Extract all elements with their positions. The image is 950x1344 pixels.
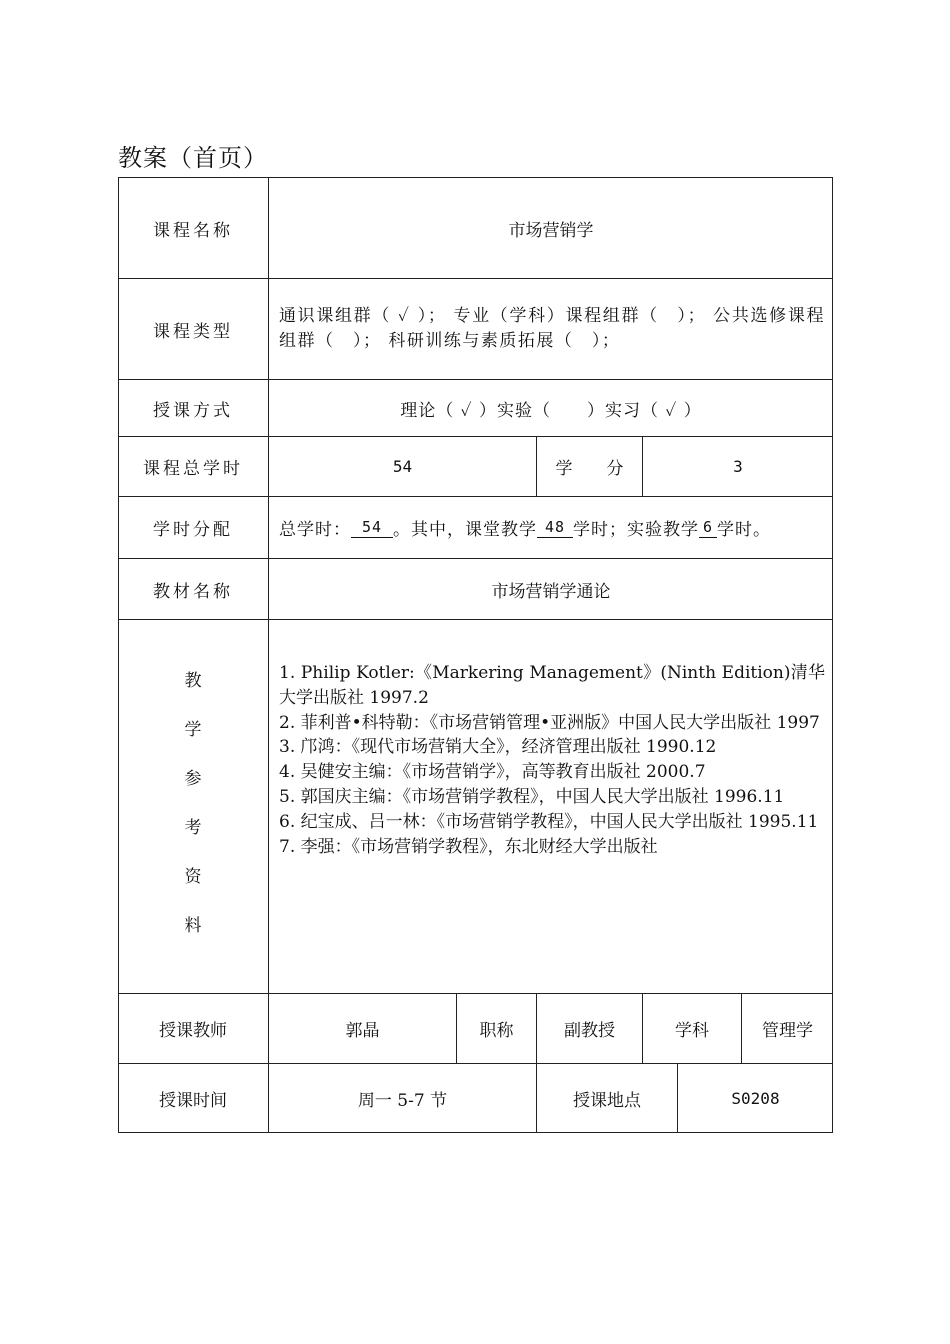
reference-item: 2. 菲利普•科特勒：《市场营销管理•亚洲版》中国人民大学出版社 1997 xyxy=(279,712,820,733)
credit-label: 学 分 xyxy=(555,459,624,479)
schedule-time: 周一 5-7 节 xyxy=(357,1091,448,1111)
hours-suffix: 学时。 xyxy=(717,520,771,540)
title-label: 职称 xyxy=(479,1021,514,1041)
credit-value: 3 xyxy=(733,457,743,476)
references-label-char: 料 xyxy=(184,915,202,936)
lab-hours-underlined: 6 xyxy=(699,518,717,538)
lecture-hours-underlined: 48 xyxy=(537,518,573,538)
references-label-char: 考 xyxy=(184,817,202,838)
total-hours-underlined: 54 xyxy=(351,518,393,538)
hours-distribution-value xyxy=(269,497,833,558)
hours-prefix: 总学时： xyxy=(279,520,351,540)
total-hours-value: 54 xyxy=(392,457,413,476)
reference-item: 3. 邝鸿：《现代市场营销大全》，经济管理出版社 1990.12 xyxy=(279,737,717,758)
references-label-char: 学 xyxy=(184,719,202,740)
total-hours-label: 课程总学时 xyxy=(143,459,243,479)
location-label: 授课地点 xyxy=(573,1091,641,1111)
textbook-value: 市场营销学通论 xyxy=(491,581,611,602)
teacher-label: 授课教师 xyxy=(159,1021,227,1041)
course-type-label: 课程类型 xyxy=(153,321,233,342)
references-label xyxy=(118,620,268,993)
references-label-char: 参 xyxy=(184,768,202,789)
discipline-value: 管理学 xyxy=(762,1021,813,1041)
title-value: 副教授 xyxy=(564,1021,615,1041)
references-label-char: 教 xyxy=(184,670,202,691)
reference-item: 6. 纪宝成、吕一林：《市场营销学教程》，中国人民大学出版社 1995.11 xyxy=(279,811,819,832)
teacher-name: 郭晶 xyxy=(345,1021,380,1041)
teaching-mode-value: 理论（ ✓ ）实验（ ）实习（ ✓ ） xyxy=(400,400,702,421)
teaching-mode-label: 授课方式 xyxy=(153,400,233,421)
location-value: S0208 xyxy=(731,1089,780,1108)
references-list xyxy=(269,620,833,993)
course-type-value: 通识课组群（ ✓ ）； 专业（学科）课程组群（ ）； 公共选修课程组群（ ）； 科研训练与素质拓展（ ）； xyxy=(279,306,825,351)
reference-item: 7. 李强：《市场营销学教程》，东北财经大学出版社 xyxy=(279,836,658,857)
page-title: 教案（首页） xyxy=(118,144,268,172)
discipline-label: 学科 xyxy=(675,1021,709,1041)
textbook-label: 教材名称 xyxy=(153,581,233,602)
hours-distribution-label: 学时分配 xyxy=(153,520,233,540)
course-type-cell xyxy=(269,279,833,379)
course-name-value: 市场营销学 xyxy=(508,220,594,241)
references-label-char: 资 xyxy=(184,866,202,887)
reference-item: 5. 郭国庆主编：《市场营销学教程》，中国人民大学出版社 1996.11 xyxy=(279,786,785,807)
hours-mid1: 。其中，课堂教学 xyxy=(393,520,537,540)
hours-mid2: 学时；实验教学 xyxy=(573,520,699,540)
reference-item: 1. Philip Kotler:《Markering Management》(Ninth Edition)清华大学出版社 1997.2 xyxy=(279,663,825,708)
schedule-label: 授课时间 xyxy=(159,1091,227,1111)
reference-item: 4. 吴健安主编：《市场营销学》，高等教育出版社 2000.7 xyxy=(279,762,706,783)
course-name-label: 课程名称 xyxy=(153,220,233,241)
